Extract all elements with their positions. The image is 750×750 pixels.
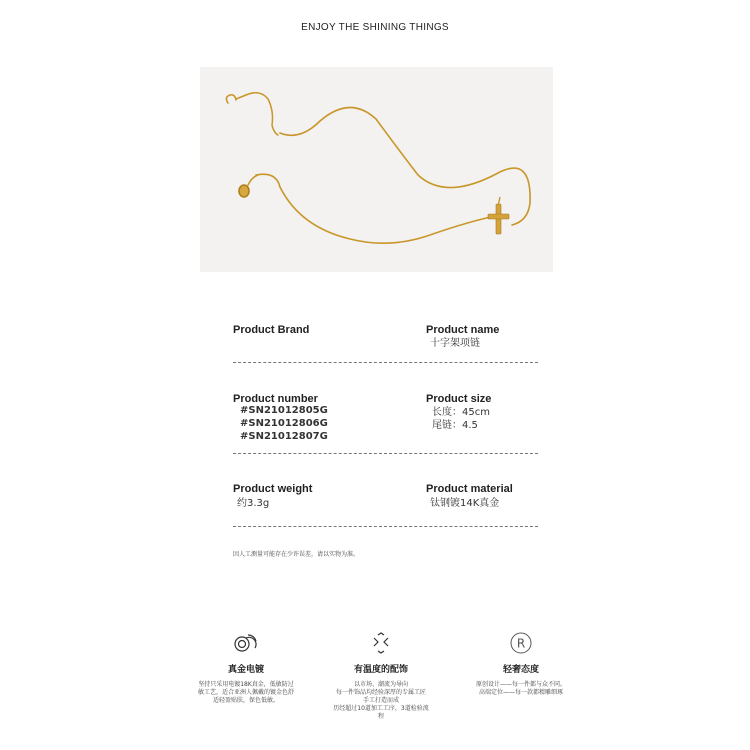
feature-description: 以市场、潮流为导向 每一件饰品均经验深厚的专属工匠 手工打造而成 历经超过10道加工工序，3道检验流 程: [333, 681, 429, 720]
product-size-item: 尾链：4.5: [432, 420, 478, 431]
product-name-value: 十字架项链: [430, 338, 480, 349]
coins-icon: [233, 630, 259, 656]
product-size-item: 长度：45cm: [432, 407, 490, 418]
product-number-list: [240, 404, 328, 443]
feature-title: 真金电镀: [227, 665, 264, 675]
svg-text:R: R: [516, 636, 526, 651]
feature-gold-plating: [171, 630, 321, 705]
product-size-list: [432, 406, 490, 432]
product-name-label: Product name: [426, 324, 500, 336]
feature-warm-accessory: [306, 630, 456, 721]
feature-description: 原创设计——每一件都与众不同。 高端定位——每一款都精雕细琢: [475, 681, 566, 696]
feature-title: 轻奢态度: [502, 665, 539, 675]
product-number-item: #SN21012806G: [240, 418, 328, 429]
divider: [233, 362, 538, 363]
arrows-icon: [368, 630, 394, 656]
measurement-note: 因人工测量可能存在少许误差，请以实物为准。: [233, 551, 360, 558]
product-number-label: Product number: [233, 393, 318, 405]
registered-icon: [508, 630, 534, 656]
product-brand-label: Product Brand: [233, 324, 310, 336]
feature-description: 坚持只采用电镀18K真金，低敏防过 敏工艺，适合亚洲人佩戴的镀金色舒 适轻盈贴肤，保色低敏。: [197, 681, 294, 704]
product-material-value: 钛钢镀14K真金: [430, 498, 500, 509]
product-number-item: #SN21012807G: [240, 431, 328, 442]
product-weight-label: Product weight: [233, 483, 313, 495]
feature-light-luxury: [446, 630, 596, 697]
product-size-label: Product size: [426, 393, 492, 405]
necklace-image: [200, 67, 553, 272]
divider: [233, 526, 538, 527]
product-number-item: #SN21012805G: [240, 405, 328, 416]
feature-title: 有温度的配饰: [353, 665, 408, 675]
product-photo: [200, 67, 553, 272]
product-material-label: Product material: [426, 483, 513, 495]
divider: [233, 453, 538, 454]
tagline: ENJOY THE SHINING THINGS: [301, 22, 449, 33]
product-weight-value: 约3.3g: [237, 498, 270, 509]
